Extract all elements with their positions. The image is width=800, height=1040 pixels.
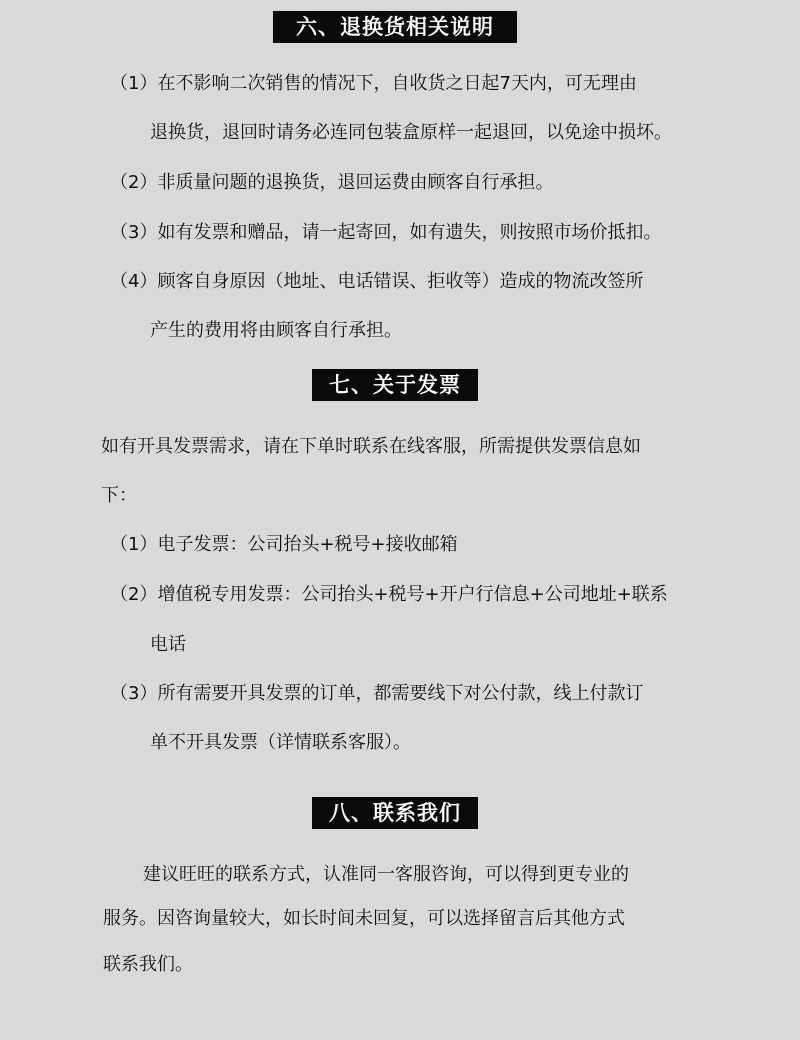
invoice-item-2-line-2: 电话 <box>150 634 186 655</box>
section-heading-returns: 六、退换货相关说明 <box>273 11 517 43</box>
invoice-intro-line-2: 下： <box>101 485 137 506</box>
item-number: （1） <box>110 73 158 94</box>
item-text: 电子发票：公司抬头+税号+接收邮箱 <box>157 534 458 555</box>
returns-item-3 <box>110 221 661 245</box>
item-number: （3） <box>110 222 158 243</box>
item-number: （4） <box>110 271 158 292</box>
item-text: 在不影响二次销售的情况下，自收货之日起7天内，可无理由 <box>157 73 637 94</box>
contact-paragraph-line-2: 服务。因咨询量较大，如长时间未回复，可以选择留言后其他方式 <box>103 908 625 929</box>
item-number: （1） <box>110 534 158 555</box>
item-text: 增值税专用发票：公司抬头+税号+开户行信息+公司地址+联系 <box>157 584 668 605</box>
item-text: 顾客自身原因（地址、电话错误、拒收等）造成的物流改签所 <box>157 271 644 292</box>
returns-item-4-line-2: 产生的费用将由顾客自行承担。 <box>150 320 402 341</box>
item-number: （3） <box>110 683 158 704</box>
returns-item-1-line-2: 退换货，退回时请务必连同包装盒原样一起退回，以免途中损坏。 <box>150 122 672 143</box>
item-text: 所有需要开具发票的订单，都需要线下对公付款，线上付款订 <box>157 683 644 704</box>
returns-item-1-line-1 <box>110 72 637 96</box>
item-number: （2） <box>110 172 158 193</box>
invoice-item-3-line-1 <box>110 682 643 706</box>
invoice-item-1 <box>110 533 458 557</box>
contact-paragraph-line-3: 联系我们。 <box>103 954 193 975</box>
item-text: 非质量问题的退换货，退回运费由顾客自行承担。 <box>157 172 554 193</box>
invoice-intro-line-1: 如有开具发票需求，请在下单时联系在线客服，所需提供发票信息如 <box>101 436 641 457</box>
invoice-item-2-line-1 <box>110 583 668 607</box>
item-text: 如有发票和赠品，请一起寄回，如有遗失，则按照市场价抵扣。 <box>157 222 662 243</box>
contact-paragraph-line-1: 建议旺旺的联系方式，认准同一客服咨询，可以得到更专业的 <box>143 864 629 885</box>
section-heading-invoice: 七、关于发票 <box>312 369 478 401</box>
invoice-item-3-line-2: 单不开具发票（详情联系客服）。 <box>150 732 411 753</box>
item-number: （2） <box>110 584 158 605</box>
returns-item-2 <box>110 171 553 195</box>
section-heading-contact: 八、联系我们 <box>312 797 478 829</box>
returns-item-4-line-1 <box>110 270 643 294</box>
